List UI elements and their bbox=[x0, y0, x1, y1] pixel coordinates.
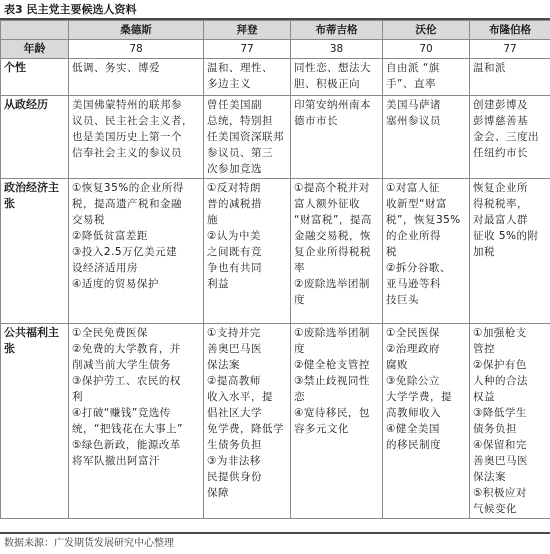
cell-line: ④宽待移民，包 bbox=[294, 407, 370, 419]
cell-line: 印第安纳州南本 bbox=[294, 99, 371, 111]
source-note: 数据来源：广发期货发展研究中心整理 bbox=[4, 538, 174, 549]
header-bloomberg: 布隆伯格 bbox=[470, 21, 550, 40]
cell-line: 对最富人群 bbox=[473, 214, 528, 226]
cell-line: 富人额外征收 bbox=[294, 198, 360, 210]
cell-line: 加税 bbox=[473, 246, 495, 258]
career-cell bbox=[470, 96, 550, 179]
cell-line: ①对富人征 bbox=[386, 182, 440, 194]
cell-line: ④健全美国 bbox=[386, 423, 440, 435]
row-label-career: 从政经历 bbox=[1, 96, 69, 179]
cell-line: ②降低贫富差距 bbox=[72, 230, 148, 242]
cell-line: 税，提高遗产税和金融 bbox=[72, 198, 182, 210]
cell-line: ②拆分谷歌、 bbox=[386, 262, 451, 274]
cell-line: 容多元文化 bbox=[294, 423, 349, 435]
cell-line: 曾任美国副 bbox=[207, 99, 262, 111]
cell-line: 低调、务实、博爱 bbox=[72, 62, 160, 74]
personality-cell bbox=[69, 59, 204, 96]
cell-line: 设经济适用房 bbox=[72, 262, 138, 274]
cell-line: 亚马逊等科 bbox=[386, 278, 441, 290]
personality-row bbox=[1, 59, 550, 96]
row-label-age: 年龄 bbox=[1, 40, 69, 59]
cell-line: ③投入2.5万亿美元建 bbox=[72, 246, 178, 258]
cell-line: 利益 bbox=[207, 278, 229, 290]
cell-line: ②认为中美 bbox=[207, 230, 261, 242]
cell-line: 率 bbox=[294, 262, 305, 274]
cell-line: 的移民制度 bbox=[386, 439, 441, 451]
cell-line: ①全民医保 bbox=[386, 327, 440, 339]
cell-line: 普的减税措 bbox=[207, 198, 262, 210]
welfare-cell bbox=[383, 324, 470, 519]
cell-line: 美国马萨诸 bbox=[386, 99, 441, 111]
table-title: 表3 民主党主要候选人资料 bbox=[0, 0, 550, 20]
cell-line: 恢复企业所 bbox=[473, 182, 528, 194]
candidates-table bbox=[0, 20, 550, 519]
cell-line: ③免除公立 bbox=[386, 375, 440, 387]
cell-line: 大学学费，提 bbox=[386, 391, 452, 403]
age-sanders: 78 bbox=[69, 40, 204, 59]
personality-cell bbox=[204, 59, 291, 96]
cell-line: 交易税 bbox=[72, 214, 105, 226]
career-row bbox=[1, 96, 550, 179]
cell-line: ④打破“赚钱”竞选传 bbox=[72, 407, 171, 419]
cell-line: “财富税”，提高 bbox=[294, 214, 372, 226]
corner-cell bbox=[1, 21, 69, 40]
economy-cell bbox=[291, 179, 383, 324]
cell-line: ③保护劳工、农民的权 bbox=[72, 375, 181, 387]
cell-line: 度 bbox=[294, 294, 305, 306]
economy-cell bbox=[204, 179, 291, 324]
cell-line: 多边主义 bbox=[207, 78, 251, 90]
cell-line: ④保留和完 bbox=[473, 439, 527, 451]
cell-line: 高教师收入 bbox=[386, 407, 441, 419]
cell-line: ③降低学生 bbox=[473, 407, 527, 419]
personality-cell bbox=[291, 59, 383, 96]
cell-line: ②保护有色 bbox=[473, 359, 527, 371]
cell-line: 同性恋、想法大 bbox=[294, 62, 371, 74]
economy-row bbox=[1, 179, 550, 324]
cell-line: 金融交易税，恢 bbox=[294, 230, 371, 242]
cell-line: 复企业所得税税 bbox=[294, 246, 371, 258]
cell-line: 参议员、第三 bbox=[207, 147, 273, 159]
cell-line: 免学费，降低学 bbox=[207, 423, 284, 435]
cell-line: ①反对特朗 bbox=[207, 182, 261, 194]
cell-line: 收入水平，提 bbox=[207, 391, 273, 403]
cell-line: 次参加竞选 bbox=[207, 163, 262, 175]
cell-line: ①加强枪支 bbox=[473, 327, 527, 339]
age-buttigieg: 38 bbox=[291, 40, 383, 59]
age-bloomberg: 77 bbox=[470, 40, 550, 59]
cell-line: ②治理政府 bbox=[386, 343, 440, 355]
cell-line: 腐败 bbox=[386, 359, 408, 371]
cell-line: 美国佛蒙特州的联邦参 bbox=[72, 99, 182, 111]
cell-line: 得税税率， bbox=[473, 198, 528, 210]
cell-line: 议员、民主社会主义者， bbox=[72, 115, 193, 127]
cell-line: 管控 bbox=[473, 343, 495, 355]
header-warren: 沃伦 bbox=[383, 21, 470, 40]
cell-line: 自由派 “旗 bbox=[386, 62, 440, 74]
cell-line: 倡社区大学 bbox=[207, 407, 262, 419]
cell-line: 手”、直率 bbox=[386, 78, 436, 90]
cell-line: 保法案 bbox=[207, 359, 240, 371]
cell-line: 度 bbox=[294, 343, 305, 355]
cell-line: ①提高个税并对 bbox=[294, 182, 370, 194]
cell-line: 税 bbox=[386, 246, 397, 258]
row-label-economy: 政治经济主张 bbox=[1, 179, 69, 324]
header-row bbox=[1, 21, 550, 40]
cell-line: 保法案 bbox=[473, 471, 506, 483]
cell-line: ③禁止歧视同性 bbox=[294, 375, 370, 387]
row-label-welfare: 公共福利主张 bbox=[1, 324, 69, 519]
career-cell bbox=[291, 96, 383, 179]
row-label-personality: 个性 bbox=[1, 59, 69, 96]
welfare-row bbox=[1, 324, 550, 519]
header-biden: 拜登 bbox=[204, 21, 291, 40]
cell-line: ①支持并完 bbox=[207, 327, 261, 339]
bottom-rule bbox=[0, 532, 550, 534]
welfare-cell bbox=[69, 324, 204, 519]
cell-line: ②免费的大学教育，并 bbox=[72, 343, 181, 355]
cell-line: 生债务负担 bbox=[207, 439, 262, 451]
cell-line: 收新型“财富 bbox=[386, 198, 447, 210]
cell-line: 施 bbox=[207, 214, 218, 226]
cell-line: 温和、理性、 bbox=[207, 62, 273, 74]
career-cell bbox=[383, 96, 470, 179]
cell-line: ①废除选举团制 bbox=[294, 327, 370, 339]
cell-line: 利 bbox=[72, 391, 83, 403]
header-sanders: 桑德斯 bbox=[69, 21, 204, 40]
career-cell bbox=[204, 96, 291, 179]
cell-line: 创建彭博及 bbox=[473, 99, 528, 111]
header-buttigieg: 布蒂吉格 bbox=[291, 21, 383, 40]
cell-line: 总统，特别担 bbox=[207, 115, 273, 127]
cell-line: 技巨头 bbox=[386, 294, 419, 306]
welfare-cell bbox=[291, 324, 383, 519]
cell-line: 温和派 bbox=[473, 62, 506, 74]
cell-line: ③为非法移 bbox=[207, 455, 261, 467]
cell-line: ①恢复35%的企业所得 bbox=[72, 182, 184, 194]
age-warren: 70 bbox=[383, 40, 470, 59]
cell-line: 之间既有竞 bbox=[207, 246, 262, 258]
personality-cell bbox=[470, 59, 550, 96]
cell-line: 债务负担 bbox=[473, 423, 517, 435]
economy-cell bbox=[470, 179, 550, 324]
cell-line: 也是美国历史上第一个 bbox=[72, 131, 182, 143]
economy-cell bbox=[69, 179, 204, 324]
cell-line: 人种的合法 bbox=[473, 375, 528, 387]
career-cell bbox=[69, 96, 204, 179]
cell-line: 任纽约市长 bbox=[473, 147, 528, 159]
cell-line: 气候变化 bbox=[473, 503, 517, 515]
cell-line: ②废除选举团制 bbox=[294, 278, 370, 290]
cell-line: 善奥巴马医 bbox=[473, 455, 528, 467]
cell-line: 塞州参议员 bbox=[386, 115, 441, 127]
cell-line: 信奉社会主义的参议员 bbox=[72, 147, 182, 159]
cell-line: 保障 bbox=[207, 487, 229, 499]
cell-line: ①全民免费医保 bbox=[72, 327, 148, 339]
cell-line: ④适度的贸易保护 bbox=[72, 278, 159, 290]
cell-line: 德市市长 bbox=[294, 115, 338, 127]
age-row bbox=[1, 40, 550, 59]
age-biden: 77 bbox=[204, 40, 291, 59]
cell-line: 削减当前大学生债务 bbox=[72, 359, 171, 371]
cell-line: 的企业所得 bbox=[386, 230, 441, 242]
cell-line: 将军队撤出阿富汗 bbox=[72, 455, 160, 467]
cell-line: 胆、积极正向 bbox=[294, 78, 360, 90]
cell-line: 任美国资深联邦 bbox=[207, 131, 284, 143]
welfare-cell bbox=[470, 324, 550, 519]
cell-line: ⑤积极应对 bbox=[473, 487, 527, 499]
cell-line: ⑤绿色新政，能源改革 bbox=[72, 439, 181, 451]
economy-cell bbox=[383, 179, 470, 324]
personality-cell bbox=[383, 59, 470, 96]
cell-line: 彭博慈善基 bbox=[473, 115, 528, 127]
cell-line: 税”，恢复35% bbox=[386, 214, 461, 226]
cell-line: 争也有共同 bbox=[207, 262, 262, 274]
cell-line: ②健全枪支管控 bbox=[294, 359, 370, 371]
cell-line: 恋 bbox=[294, 391, 305, 403]
cell-line: 征收 5%的附 bbox=[473, 230, 539, 242]
cell-line: 权益 bbox=[473, 391, 495, 403]
cell-line: ②提高教师 bbox=[207, 375, 261, 387]
cell-line: 金会、三度出 bbox=[473, 131, 539, 143]
cell-line: 善奥巴马医 bbox=[207, 343, 262, 355]
cell-line: 统，“把钱花在大事上” bbox=[72, 423, 183, 435]
cell-line: 民提供身份 bbox=[207, 471, 262, 483]
welfare-cell bbox=[204, 324, 291, 519]
